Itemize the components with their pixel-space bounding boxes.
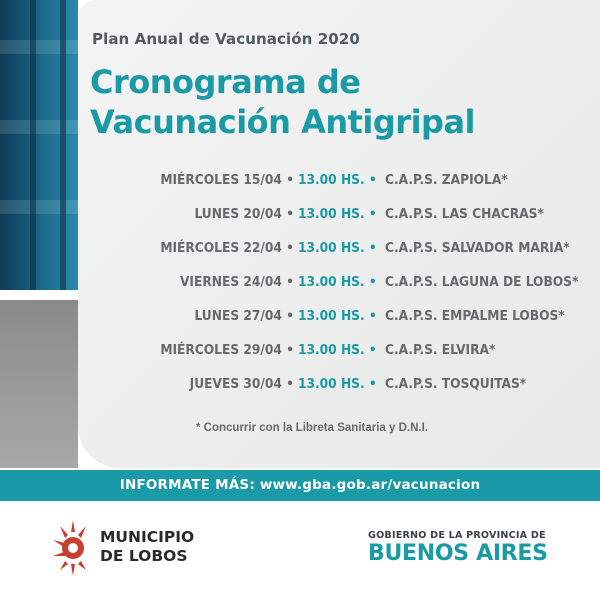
schedule-day: MIÉRCOLES 22/04 •: [160, 240, 294, 256]
schedule-time: 13.00 HS. •: [298, 206, 377, 222]
schedule-row: [60, 238, 580, 272]
municipio-line-1: MUNICIPIO: [100, 528, 195, 546]
schedule-time: 13.00 HS. •: [298, 308, 377, 324]
schedule-row: [60, 170, 580, 204]
gobierno-line-2: BUENOS AIRES: [368, 541, 548, 566]
pre-title: Plan Anual de Vacunación 2020: [92, 30, 360, 48]
municipio-logo: [48, 512, 208, 582]
title-line-2: Vacunación Antigripal: [90, 103, 476, 141]
schedule-row: [60, 306, 580, 340]
footnote: * Concurrir con la Libreta Sanitaria y D.N.I.: [196, 422, 428, 434]
gobierno-line-1: GOBIERNO DE LA PROVINCIA DE: [368, 530, 546, 541]
schedule-time: 13.00 HS. •: [298, 342, 377, 358]
schedule-row: [60, 272, 580, 306]
info-banner-text[interactable]: INFORMATE MÁS: www.gba.gob.ar/vacunacion: [119, 477, 481, 493]
municipio-line-2: DE LOBOS: [100, 547, 188, 565]
schedule-day: MIÉRCOLES 15/04 •: [160, 172, 294, 188]
schedule-day: MIÉRCOLES 29/04 •: [160, 342, 294, 358]
schedule-place: C.A.P.S. TOSQUITAS*: [385, 376, 527, 392]
schedule-row: [60, 340, 580, 374]
info-banner[interactable]: [0, 470, 600, 501]
title-line-1: Cronograma de: [90, 63, 361, 101]
schedule-place: C.A.P.S. LAGUNA DE LOBOS*: [385, 274, 579, 290]
sun-emblem-icon: [48, 512, 98, 582]
page-title: [90, 62, 475, 142]
schedule-time: 13.00 HS. •: [298, 274, 377, 290]
schedule-day: VIERNES 24/04 •: [179, 274, 294, 290]
schedule-place: C.A.P.S. SALVADOR MARIA*: [385, 240, 570, 256]
schedule-day: JUEVES 30/04 •: [189, 376, 294, 392]
schedule-time: 13.00 HS. •: [298, 172, 377, 188]
schedule-time: 13.00 HS. •: [298, 376, 377, 392]
schedule-day: LUNES 27/04 •: [194, 308, 294, 324]
municipio-name: [100, 528, 194, 566]
schedule-row: [60, 204, 580, 238]
gobierno-logo: [368, 530, 558, 567]
schedule-list: [60, 170, 580, 408]
schedule-place: C.A.P.S. ELVIRA*: [385, 342, 496, 358]
schedule-day: LUNES 20/04 •: [194, 206, 294, 222]
schedule-time: 13.00 HS. •: [298, 240, 377, 256]
schedule-row: [60, 374, 580, 408]
schedule-place: C.A.P.S. EMPALME LOBOS*: [385, 308, 565, 324]
schedule-place: C.A.P.S. LAS CHACRAS*: [385, 206, 544, 222]
schedule-place: C.A.P.S. ZAPIOLA*: [385, 172, 508, 188]
